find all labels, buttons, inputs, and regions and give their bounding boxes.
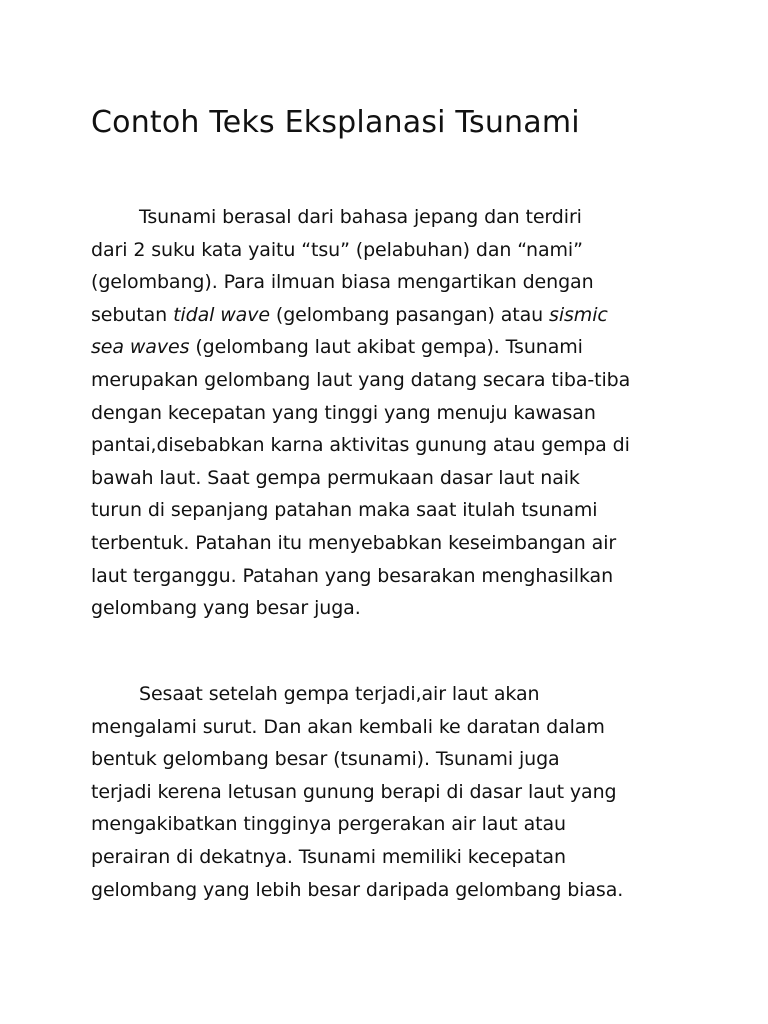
paragraph-1	[91, 201, 691, 625]
paragraph-line: laut terganggu. Patahan yang besarakan menghasilkan	[91, 564, 614, 587]
paragraph-line: terjadi kerena letusan gunung berapi di dasar laut yang	[91, 780, 617, 803]
document-title: Contoh Teks Eksplanasi Tsunami	[91, 105, 580, 140]
text-run: (gelombang pasangan) atau	[269, 303, 550, 326]
paragraph-line: bentuk gelombang besar (tsunami). Tsunami juga	[91, 748, 560, 771]
paragraph-line: gelombang yang besar juga.	[91, 597, 361, 620]
paragraph-line: Tsunami berasal dari bahasa jepang dan terdiri	[139, 206, 582, 228]
paragraph-line: dari 2 suku kata yaitu “tsu” (pelabuhan) dan “nami”	[91, 238, 583, 261]
paragraph-line: (gelombang). Para ilmuan biasa mengartikan dengan	[91, 271, 594, 294]
paragraph-line: Sesaat setelah gempa terjadi,air laut akan	[139, 683, 540, 705]
paragraph-line: perairan di dekatnya. Tsunami memiliki kecepatan	[91, 845, 566, 868]
text-run: sebutan	[91, 303, 174, 326]
paragraph-2	[91, 678, 691, 906]
paragraph-line: mengalami surut. Dan akan kembali ke daratan dalam	[91, 715, 605, 738]
paragraph-line: dengan kecepatan yang tinggi yang menuju kawasan	[91, 401, 596, 424]
paragraph-line: pantai,disebabkan karna aktivitas gunung atau gempa di	[91, 434, 630, 457]
paragraph-line: terbentuk. Patahan itu menyebabkan keseimbangan air	[91, 531, 617, 554]
paragraph-line: mengakibatkan tingginya pergerakan air laut atau	[91, 813, 566, 836]
paragraph-line: turun di sepanjang patahan maka saat itulah tsunami	[91, 499, 598, 522]
text-run: (gelombang laut akibat gempa). Tsunami	[189, 336, 583, 359]
paragraph-line	[91, 331, 691, 364]
italic-term-sea-waves: sea waves	[91, 336, 190, 359]
paragraph-line: bawah laut. Saat gempa permukaan dasar laut naik	[91, 466, 580, 489]
paragraph-line: gelombang yang lebih besar daripada gelombang biasa.	[91, 878, 624, 901]
paragraph-line	[91, 299, 691, 332]
italic-term-tidal-wave: tidal wave	[173, 303, 270, 326]
paragraph-line: merupakan gelombang laut yang datang secara tiba-tiba	[91, 368, 631, 391]
italic-term-sismic: sismic	[549, 303, 608, 326]
